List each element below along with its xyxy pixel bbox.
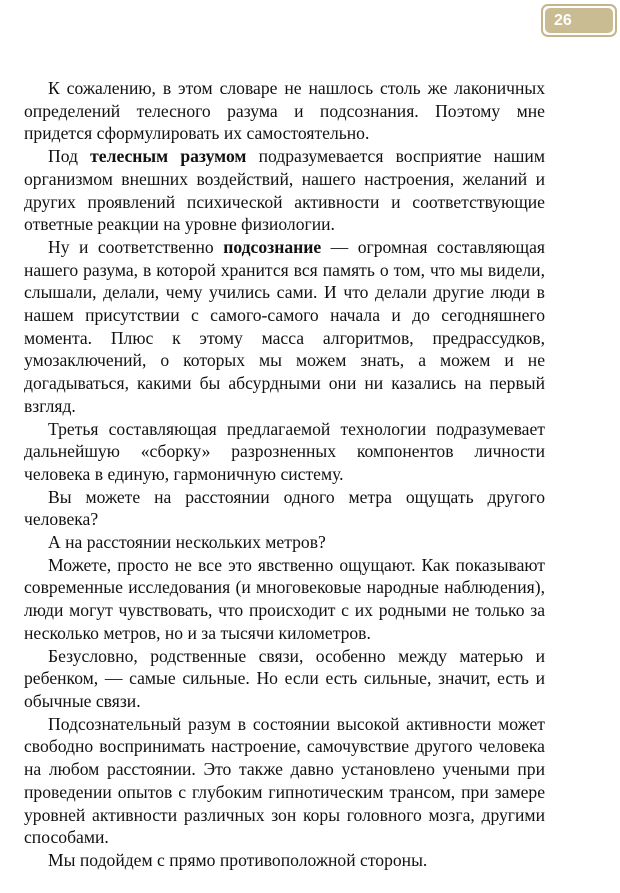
- text-run: Ну и соответственно: [48, 236, 224, 257]
- paragraph: [24, 554, 545, 645]
- paragraph: [24, 531, 545, 554]
- page-number: 26: [545, 8, 613, 33]
- paragraph: [24, 418, 545, 486]
- text-run: К сожалению, в этом словаре не нашлось столь же лаконичных определений телесного разума и подсознания. Поэтому мне придется сформулировать их самостоятельно.: [24, 78, 545, 144]
- bold-term: телесным разумом: [90, 146, 247, 167]
- paragraph: [24, 713, 545, 849]
- text-run: Вы можете на расстоянии одного метра ощущать другого человека?: [24, 486, 545, 530]
- text-run: Мы подойдем с прямо противоположной стороны.: [48, 849, 428, 870]
- text-run: А на расстоянии нескольких метров?: [48, 532, 326, 553]
- paragraph: [24, 849, 545, 872]
- text-run: подразумевается восприятие нашим организмом внешних воздействий, нашего настроения, желаний и других проявлений психической активности и соответствующие ответные реакции на уровне физиологии.: [24, 146, 545, 235]
- paragraph: [24, 145, 545, 236]
- text-run: Подсознательный разум в состоянии высокой активности может свободно воспринимать настроение, самочувствие другого человека на любом расстоянии. Это также давно установлено учеными при проведении опытов с глубоким гипнотическим трансом, при замере уровней активности различных зон коры головного мозга, другими способами.: [24, 713, 545, 848]
- paragraph: [24, 77, 545, 145]
- paragraph: [24, 486, 545, 531]
- paragraph: [24, 645, 545, 713]
- text-run: Безусловно, родственные связи, особенно между матерью и ребенком, — самые сильные. Но если есть сильные, значит, есть и обычные связи.: [24, 645, 545, 711]
- text-run: Под: [48, 146, 91, 167]
- text-run: — огромная составляющая нашего разума, в которой хранится вся память о том, что мы видели, слышали, делали, чему учились сами. И что делали другие люди в нашем присутствии с самого-самого начала и до сегодняшнего момента. Плюс к этому масса алгоритмов, предрассудков, умозаключений, о которых мы можем знать, а можем и не догадываться, какими бы абсурдными они ни казались на первый взгляд.: [24, 236, 545, 416]
- paragraph: [24, 236, 545, 418]
- text-run: Можете, просто не все это явственно ощущают. Как показывают современные исследования (и многовековые народные наблюдения), люди могут чувствовать, что происходит с их родными не только за несколько метров, но и за тысячи километров.: [24, 554, 545, 643]
- page-number-badge: [541, 4, 617, 37]
- bold-term: подсознание: [223, 236, 322, 257]
- body-text: [24, 77, 545, 872]
- text-run: Третья составляющая предлагаемой технологии подразумевает дальнейшую «сборку» разрозненных компонентов личности человека в единую, гармоничную систему.: [24, 418, 545, 484]
